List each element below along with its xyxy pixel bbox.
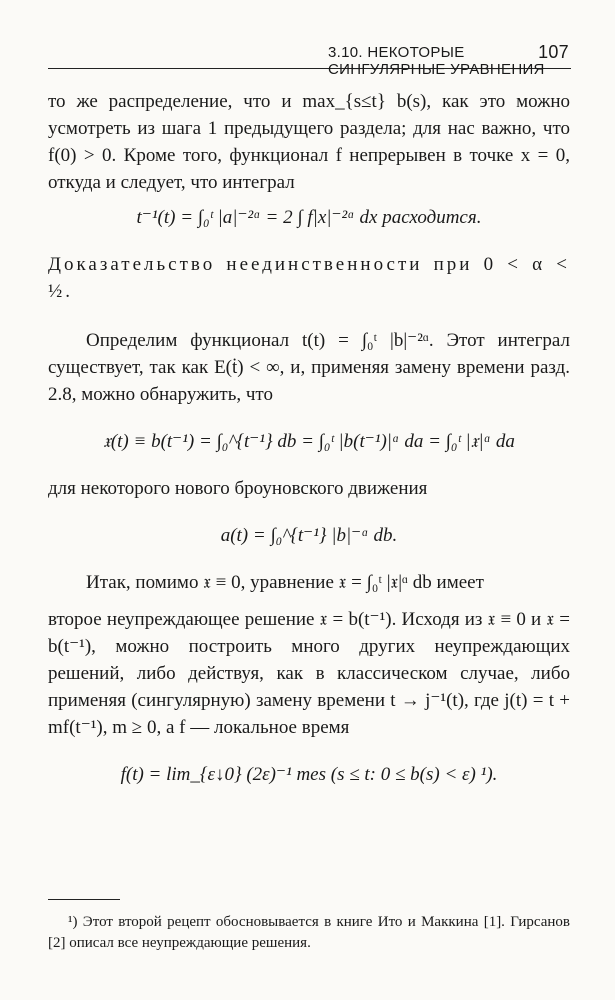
paragraph-2: Определим функционал t(t) = ∫₀ᵗ |b|⁻²ᵅ. Этот интеграл существует, так как E(ṫ) < ∞, и, применяя замену времени разд. 2.8, можно обнаружить, что [48,330,570,405]
paragraph-3: для некоторого нового броуновского движения [48,478,428,499]
proof-heading: Доказательство неединственности при 0 < α < ½. [48,254,570,302]
equation-4: f(t) = lim_{ε↓0} (2ε)⁻¹ mes (s ≤ t: 0 ≤ b(s) < ε) ¹). [120,764,498,785]
equation-2: 𝔵(t) ≡ b(t⁻¹) = ∫₀^{t⁻¹} db = ∫₀ᵗ |b(t⁻¹)|ᵅ da = ∫₀ᵗ |𝔵|ᵅ da [103,431,515,452]
footnote-rule [48,899,120,900]
paragraph-1: то же распределение, что и max_{s≤t} b(s), как это можно усмотреть из шага 1 предыдущего раздела; для нас важно, что f(0) > 0. Кроме того, функционал f непрерывен в точке x = 0, откуда и следует, что интеграл [48,91,570,193]
equation-3: a(t) = ∫₀^{t⁻¹} |b|⁻ᵅ db. [220,525,398,546]
running-title: 3.10. НЕКОТОРЫЕ СИНГУЛЯРНЫЕ УРАВНЕНИЯ [328,44,545,78]
paragraph-5: второе неупреждающее решение 𝔵 = b(t⁻¹). Исходя из 𝔵 ≡ 0 и 𝔵 = b(t⁻¹), можно построить много других неупреждающих решений, либо действуя, как в классическом случае, либо применяя (сингулярную) замену времени t → j⁻¹(t), где j(t) = t + mf(t⁻¹), m ≥ 0, а f — локальное время [48,609,570,738]
equation-1: t⁻¹(t) = ∫₀ᵗ |a|⁻²ᵅ = 2 ∫ f|x|⁻²ᵅ dx расходится. [136,207,482,228]
page-body [48,88,570,786]
running-header [48,42,571,78]
footnote: ¹) Этот второй рецепт обосновывается в книге Ито и Маккина [1]. Гирсанов [2] описал все неупреждающие решения. [48,914,570,951]
page-number: 107 [538,42,569,62]
paragraph-4: Итак, помимо 𝔵 ≡ 0, уравнение 𝔵 = ∫₀ᵗ |𝔵|ᵅ db имеет [86,572,484,593]
